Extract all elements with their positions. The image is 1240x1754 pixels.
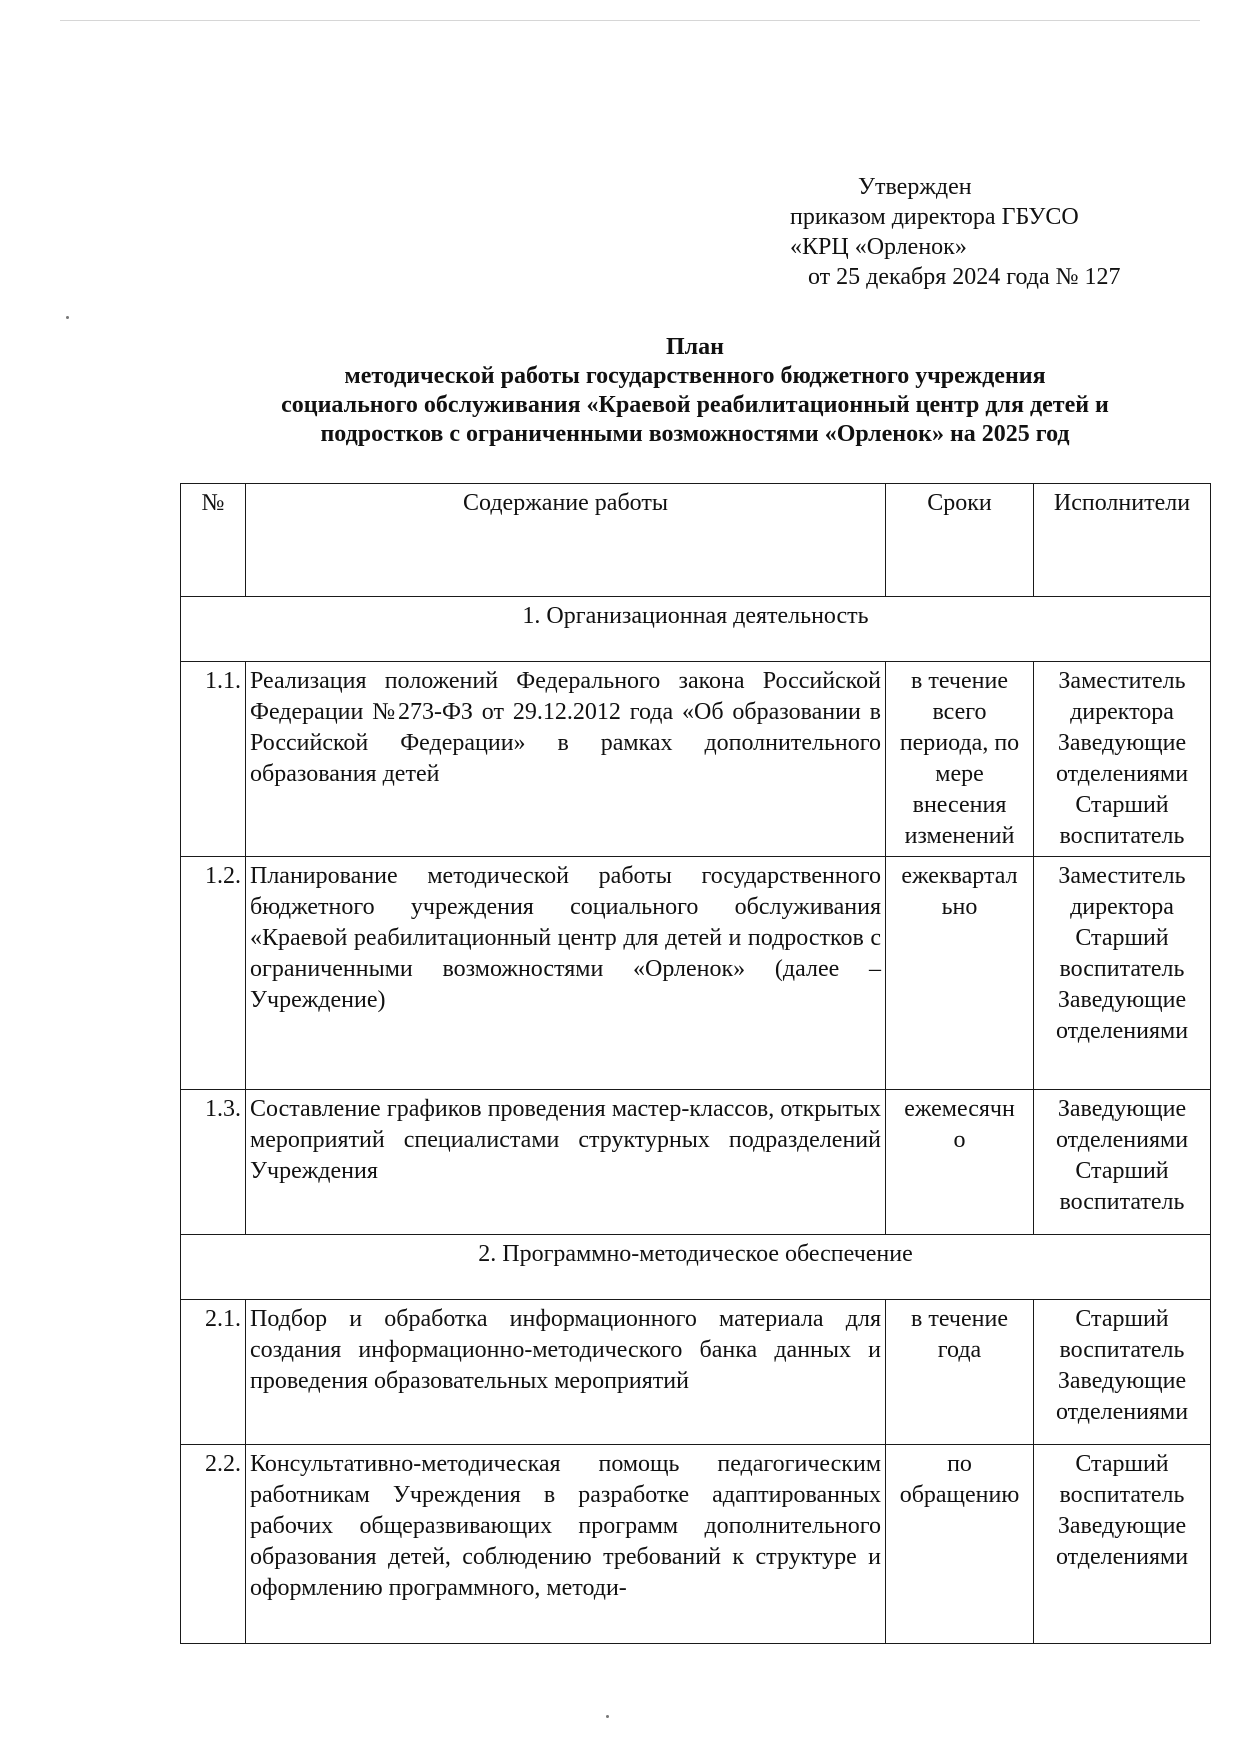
term-line: в течение: [911, 1306, 1008, 1332]
executor-line: воспитатель: [1059, 1482, 1185, 1508]
row-executors: [1034, 1445, 1211, 1644]
term-line: внесения: [912, 792, 1007, 818]
executor-line: Заместитель: [1058, 668, 1186, 694]
row-number: 2.2.: [181, 1445, 246, 1644]
term-line: в течение: [911, 668, 1008, 694]
executor-line: отделениями: [1055, 761, 1189, 787]
executor-line: воспитатель: [1059, 956, 1185, 982]
executor-line: Заместитель: [1058, 863, 1186, 889]
term-line: всего: [932, 699, 987, 725]
document-title: [175, 333, 1215, 449]
row-executors: [1034, 662, 1211, 857]
row-content: Реализация положений Федерального закона Российской Федерации №273-ФЗ от 29.12.2012 года «Об образовании в Российской Федерации» в рамках дополнительного образования детей: [246, 662, 886, 857]
executor-line: воспитатель: [1059, 1189, 1185, 1215]
table-row: [181, 662, 1211, 857]
executor-line: отделениями: [1055, 1127, 1189, 1153]
row-term: [886, 1300, 1034, 1445]
approval-line: Утвержден: [858, 174, 972, 200]
term-line: ьно: [941, 894, 978, 920]
executor-line: Заведующие: [1057, 1368, 1187, 1394]
term-line: по: [947, 1451, 972, 1477]
row-term: [886, 662, 1034, 857]
row-content: Консультативно-методическая помощь педагогическим работникам Учреждения в разработке адаптированных рабочих общеразвивающих программ дополнительного образования детей, соблюдению требований к структуре и оформлению программного, методи-: [246, 1445, 886, 1644]
table-row: [181, 1445, 1211, 1644]
table-row: [181, 857, 1211, 1090]
row-term: [886, 857, 1034, 1090]
row-content: Составление графиков проведения мастер-классов, открытых мероприятий специалистами структурных подразделений Учреждения: [246, 1090, 886, 1235]
table-row: [181, 1090, 1211, 1235]
term-line: обращению: [899, 1482, 1020, 1508]
title-line: План: [666, 334, 724, 360]
executor-line: Старший: [1075, 1451, 1169, 1477]
row-number: 2.1.: [181, 1300, 246, 1445]
table-row: [181, 1300, 1211, 1445]
table-header-row: [181, 484, 1211, 597]
row-term: [886, 1090, 1034, 1235]
approval-stamp-text: [760, 172, 1200, 292]
work-plan-table: [180, 483, 1211, 1644]
row-number: 1.2.: [181, 857, 246, 1090]
row-executors: [1034, 857, 1211, 1090]
executor-line: директора: [1070, 894, 1174, 920]
row-number: 1.1.: [181, 662, 246, 857]
title-line: методической работы государственного бюджетного учреждения: [344, 363, 1046, 389]
executor-line: отделениями: [1055, 1018, 1189, 1044]
header-content: Содержание работы: [246, 484, 886, 597]
section-row: [181, 1235, 1211, 1300]
term-line: периода, по: [899, 730, 1020, 756]
term-line: ежеквартал: [901, 863, 1018, 889]
approval-line: приказом директора ГБУСО: [790, 204, 1079, 230]
executor-line: Старший: [1075, 1306, 1169, 1332]
scan-speck: [606, 1715, 609, 1718]
term-line: года: [937, 1337, 982, 1363]
executor-line: Заведующие: [1057, 1513, 1187, 1539]
executor-line: Старший: [1075, 1158, 1169, 1184]
executor-line: Старший: [1075, 792, 1169, 818]
term-line: изменений: [904, 823, 1015, 849]
row-content: Планирование методической работы государственного бюджетного учреждения социального обслуживания «Краевой реабилитационный центр для детей и подростков с ограниченными возможностями «Орленок» (далее – Учреждение): [246, 857, 886, 1090]
executor-line: воспитатель: [1059, 823, 1185, 849]
scan-edge-line: [60, 20, 1200, 21]
executor-line: Заведующие: [1057, 987, 1187, 1013]
term-line: мере: [935, 761, 984, 787]
executor-line: Старший: [1075, 925, 1169, 951]
approval-line: от 25 декабря 2024 года № 127: [808, 264, 1121, 290]
title-line: подростков с ограниченными возможностями «Орленок» на 2025 год: [320, 421, 1070, 447]
section-row: [181, 597, 1211, 662]
approval-line: «КРЦ «Орленок»: [790, 234, 967, 260]
term-line: ежемесячн: [904, 1096, 1015, 1122]
term-line: о: [953, 1127, 966, 1153]
executor-line: Заведующие: [1057, 730, 1187, 756]
executor-line: директора: [1070, 699, 1174, 725]
header-num: №: [181, 484, 246, 597]
section-title: 1. Организационная деятельность: [181, 597, 1211, 662]
header-term: Сроки: [886, 484, 1034, 597]
executor-line: Заведующие: [1057, 1096, 1187, 1122]
row-term: [886, 1445, 1034, 1644]
row-executors: [1034, 1300, 1211, 1445]
executor-line: отделениями: [1055, 1399, 1189, 1425]
scan-speck: [66, 316, 69, 319]
section-title: 2. Программно-методическое обеспечение: [181, 1235, 1211, 1300]
executor-line: воспитатель: [1059, 1337, 1185, 1363]
executor-line: отделениями: [1055, 1544, 1189, 1570]
row-content: Подбор и обработка информационного материала для создания информационно-методического банка данных и проведения образовательных мероприятий: [246, 1300, 886, 1445]
title-line: социального обслуживания «Краевой реабилитационный центр для детей и: [281, 392, 1109, 418]
row-executors: [1034, 1090, 1211, 1235]
header-executors: Исполнители: [1034, 484, 1211, 597]
row-number: 1.3.: [181, 1090, 246, 1235]
